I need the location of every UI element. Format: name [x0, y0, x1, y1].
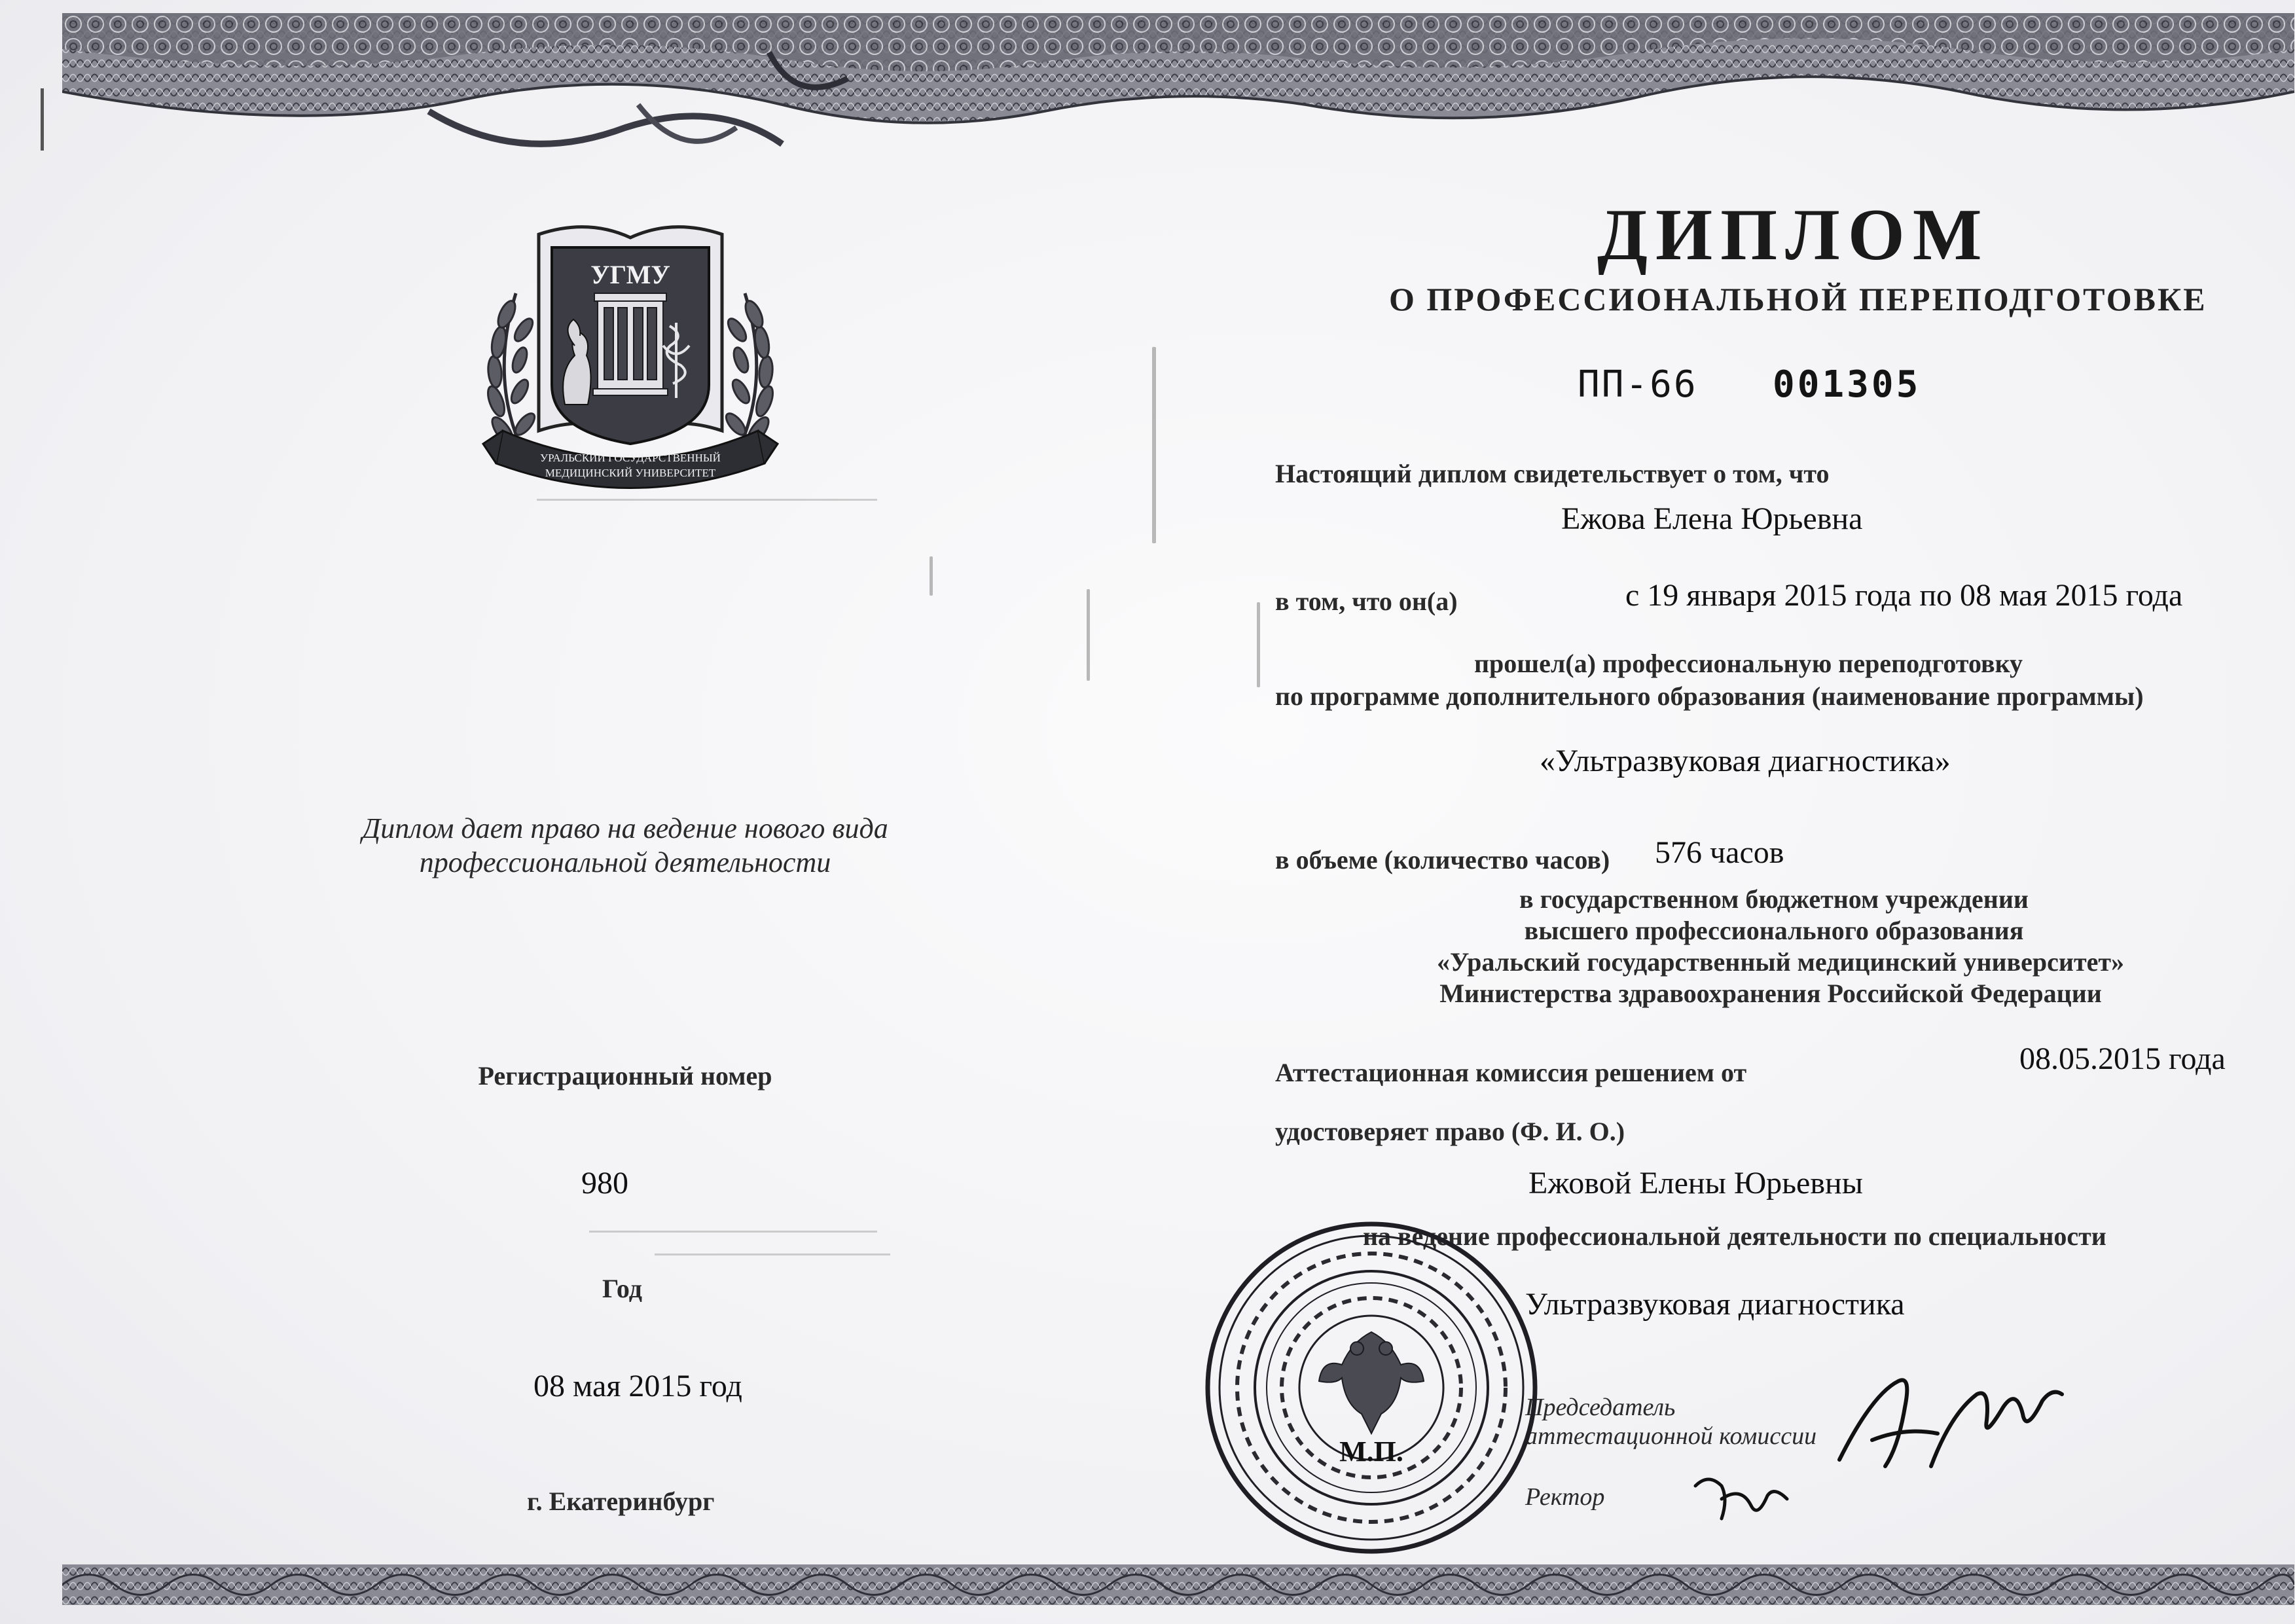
svg-text:УРАЛЬСКИЙ ГОСУДАРСТВЕННЫЙ: УРАЛЬСКИЙ ГОСУДАРСТВЕННЫЙ	[540, 452, 721, 464]
chairman-label-line-1: Председатель	[1525, 1394, 1676, 1421]
chairman-signature-icon	[1826, 1355, 2075, 1486]
institution-line-4: Министерства здравоохранения Российской Федерации	[1439, 979, 2102, 1008]
commission-label: Аттестационная комиссия решением от	[1275, 1058, 1747, 1087]
hours-value: 576 часов	[1655, 835, 1784, 870]
year-label: Год	[602, 1274, 643, 1303]
svg-text:УГМУ: УГМУ	[590, 260, 670, 289]
reg-number-value: 980	[581, 1166, 628, 1200]
double-headed-eagle-icon	[1319, 1332, 1424, 1434]
scan-artifact	[655, 1254, 890, 1255]
institution-line-3: «Уральский государственный медицинский университет»	[1437, 947, 2124, 977]
institution-line-1: в государственном бюджетном учреждении	[1519, 884, 2029, 914]
rights-text-line-2: профессиональной деятельности	[419, 846, 831, 878]
scan-edge-mark	[41, 88, 44, 151]
document-subtitle: О ПРОФЕССИОНАЛЬНОЙ ПЕРЕПОДГОТОВКЕ	[1389, 281, 2207, 317]
program-label: по программе дополнительного образования (наименование программы)	[1275, 681, 2144, 711]
program-name: «Ультразвуковая диагностика»	[1540, 744, 1951, 778]
scan-artifact	[1152, 347, 1156, 543]
period-label: в том, что он(а)	[1275, 586, 1458, 616]
bottom-guilloche-border	[62, 1564, 2294, 1605]
reg-number-label: Регистрационный номер	[478, 1061, 772, 1091]
diploma-number: 001305	[1773, 363, 1921, 406]
holder-name: Ежова Елена Юрьевна	[1561, 501, 1863, 536]
rector-label: Ректор	[1525, 1483, 1605, 1511]
svg-text:МЕДИЦИНСКИЙ УНИВЕРСИТЕТ: МЕДИЦИНСКИЙ УНИВЕРСИТЕТ	[545, 467, 716, 479]
rights-text-line-1: Диплом дает право на ведение нового вида	[362, 812, 888, 844]
commission-date: 08.05.2015 года	[2019, 1041, 2226, 1076]
completed-line: прошел(а) профессиональную переподготовку	[1474, 649, 2023, 678]
svg-text:М.П.: М.П.	[1339, 1435, 1403, 1468]
period-value: с 19 января 2015 года по 08 мая 2015 года	[1625, 578, 2183, 613]
top-guilloche-border	[62, 13, 2294, 167]
chairman-label-line-2: аттестационной комиссии	[1525, 1422, 1817, 1450]
laurel-left-icon	[484, 293, 537, 450]
laurel-right-icon	[723, 293, 776, 450]
holder-name-genitive: Ежовой Елены Юрьевны	[1528, 1166, 1863, 1200]
certifies-label: Настоящий диплом свидетельствует о том, что	[1275, 459, 1830, 488]
university-emblem-icon	[477, 215, 784, 503]
building-icon	[593, 293, 668, 395]
scan-artifact	[1257, 602, 1260, 687]
diploma-series: ПП-66	[1578, 363, 1698, 406]
specialty-value: Ультразвуковая диагностика	[1525, 1287, 1905, 1322]
rector-signature-icon	[1689, 1460, 1794, 1532]
scan-artifact	[589, 1231, 877, 1233]
certifies-right-label: удостоверяет право (Ф. И. О.)	[1275, 1117, 1625, 1146]
scan-artifact	[537, 499, 877, 501]
scan-artifact	[1087, 589, 1090, 681]
institution-line-2: высшего профессионального образования	[1524, 916, 2024, 945]
document-title: ДИПЛОМ	[1597, 194, 1990, 276]
scan-artifact	[930, 556, 933, 596]
year-value: 08 мая 2015 год	[533, 1369, 742, 1403]
specialty-label: на ведение профессиональной деятельности по специальности	[1363, 1221, 2106, 1251]
hours-label: в объеме (количество часов)	[1275, 845, 1610, 875]
city-label: г. Екатеринбург	[527, 1487, 715, 1516]
official-seal-icon	[1201, 1218, 1542, 1558]
